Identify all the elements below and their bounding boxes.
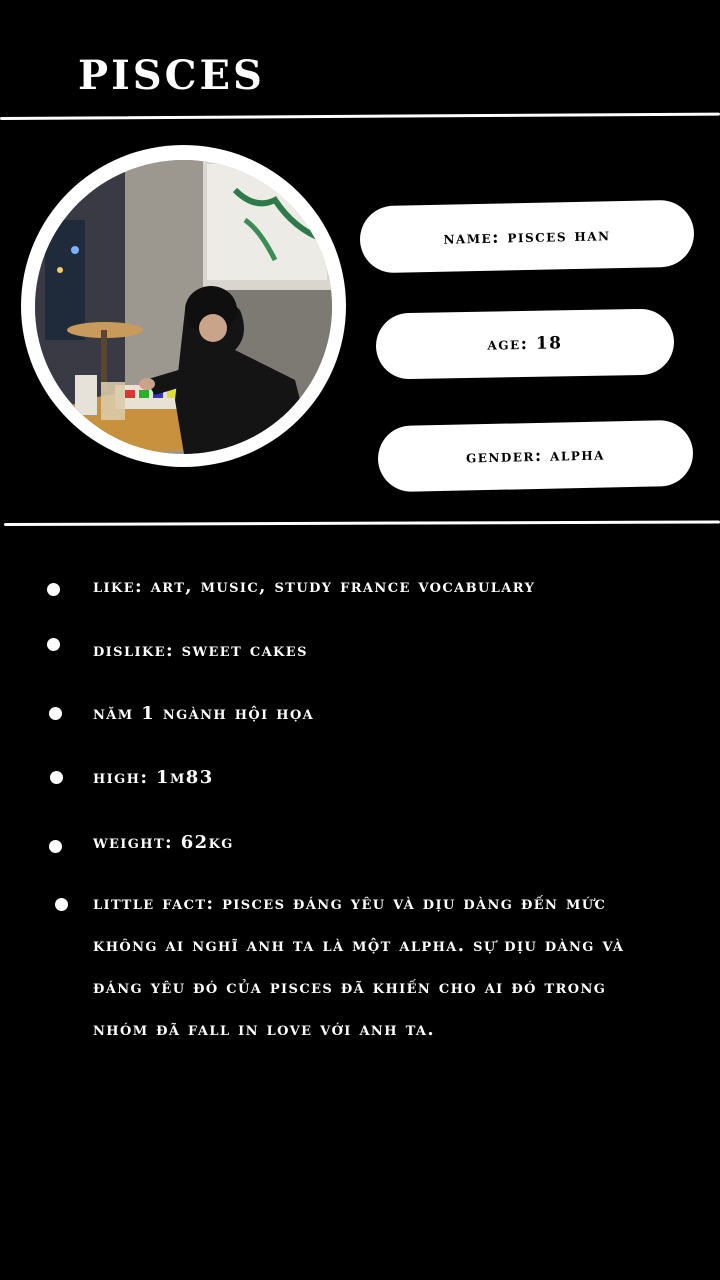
page-title: PISCES (78, 52, 265, 99)
age-pill: age: 18 (375, 308, 674, 379)
list-item: like: art, music, study france vocabulary (93, 576, 536, 597)
bullet-icon (55, 898, 68, 911)
list-item: high: 1m83 (93, 767, 214, 788)
middle-divider (4, 521, 720, 526)
bullet-icon (50, 771, 63, 784)
top-divider (0, 113, 720, 120)
list-item: năm 1 ngành hội họa (93, 703, 315, 724)
list-item: little fact: pisces đáng yêu và dịu dàng đến mức không ai nghĩ anh ta là một alpha. sự dịu dàng và đáng yêu đó của pisces đã khiến cho ai đó trong nhóm đã fall in love với anh ta. (93, 893, 625, 1040)
gender-pill: gender: alpha (377, 420, 693, 493)
list-item: dislike: sweet cakes (93, 640, 308, 661)
bullet-icon (49, 840, 62, 853)
avatar (35, 160, 332, 454)
bullet-icon (49, 707, 62, 720)
portrait-photo-icon (35, 160, 332, 454)
bullet-icon (47, 583, 60, 596)
name-pill: name: pisces han (359, 200, 694, 274)
list-item: weight: 62kg (93, 832, 234, 853)
bullet-icon (47, 638, 60, 651)
